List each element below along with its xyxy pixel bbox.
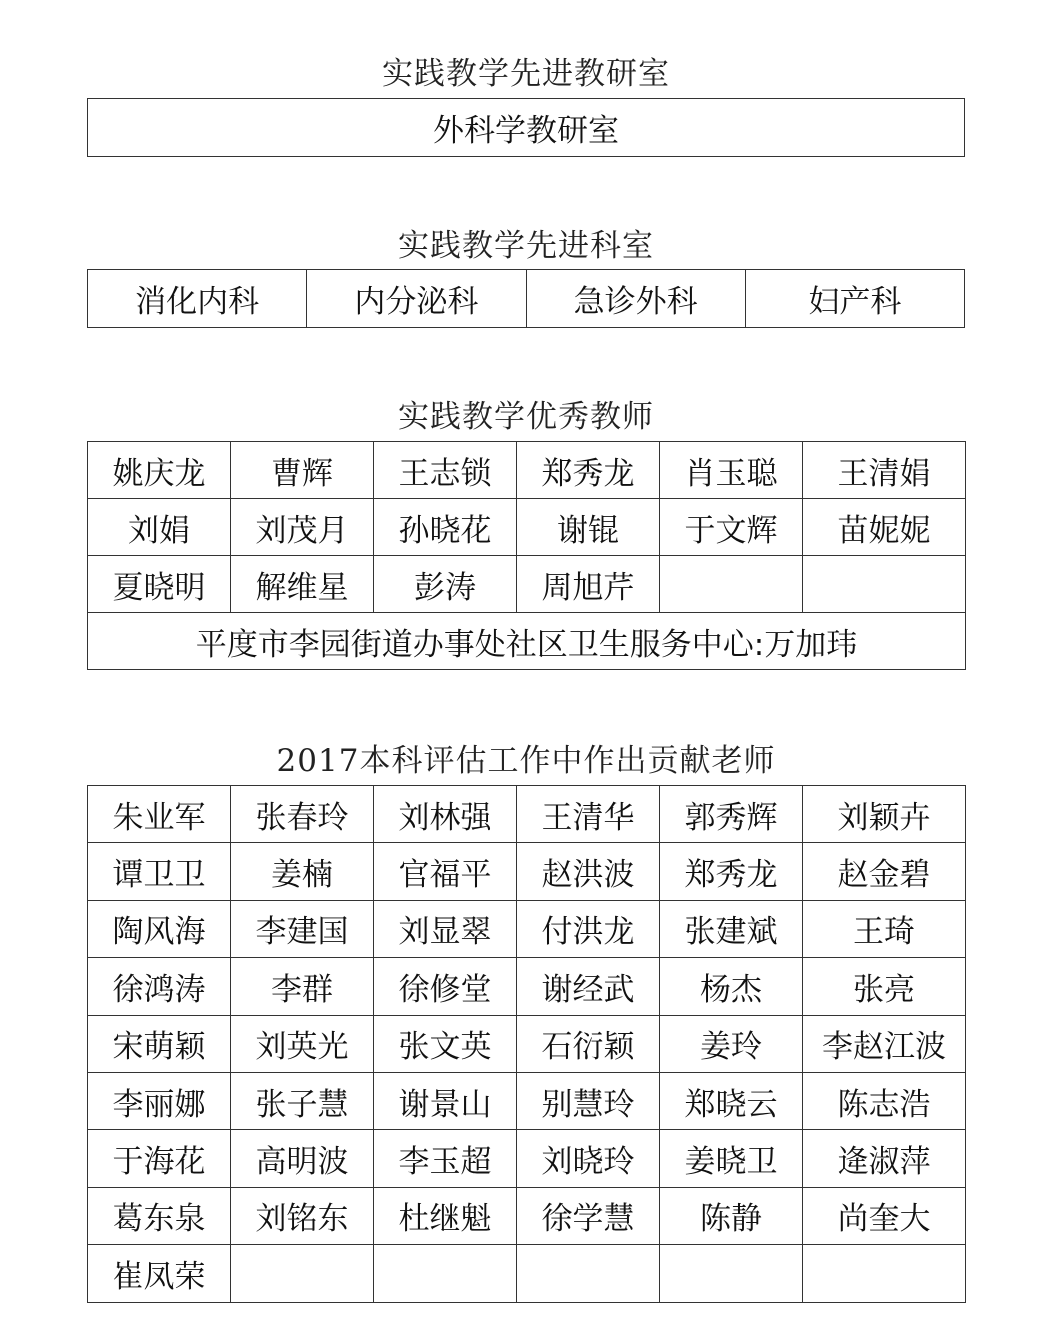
contributor-cell: 杜继魁 bbox=[374, 1187, 517, 1244]
teacher-cell: 谢锟 bbox=[517, 499, 660, 556]
table-row bbox=[88, 1015, 966, 1072]
contributor-cell: 张亮 bbox=[803, 958, 966, 1015]
table-row bbox=[88, 1245, 966, 1302]
contributor-cell: 郑秀龙 bbox=[660, 843, 803, 900]
teacher-cell bbox=[660, 556, 803, 613]
teacher-cell: 于文辉 bbox=[660, 499, 803, 556]
contrib-section-title: 2017本科评估工作中作出贡献老师 bbox=[276, 743, 776, 779]
contributor-cell: 刘晓玲 bbox=[517, 1130, 660, 1187]
contrib-table bbox=[87, 785, 966, 1303]
teacher-cell: 周旭芹 bbox=[517, 556, 660, 613]
teacher-cell: 王志锁 bbox=[374, 442, 517, 499]
contributor-cell: 姜玲 bbox=[660, 1015, 803, 1072]
contributor-cell: 李赵江波 bbox=[803, 1015, 966, 1072]
contributor-cell: 徐修堂 bbox=[374, 958, 517, 1015]
contributor-cell: 李群 bbox=[231, 958, 374, 1015]
contributor-cell: 别慧玲 bbox=[517, 1072, 660, 1129]
teacher-cell: 王清娟 bbox=[803, 442, 966, 499]
teacher-cell: 孙晓花 bbox=[374, 499, 517, 556]
table-row bbox=[88, 958, 966, 1015]
teacher-cell: 刘茂月 bbox=[231, 499, 374, 556]
teacher-cell: 解维星 bbox=[231, 556, 374, 613]
table-row bbox=[88, 499, 966, 556]
teacher-cell: 姚庆龙 bbox=[88, 442, 231, 499]
contributor-cell: 于海花 bbox=[88, 1130, 231, 1187]
contributor-cell bbox=[374, 1245, 517, 1302]
office-table bbox=[87, 269, 965, 328]
teacher-cell: 曹辉 bbox=[231, 442, 374, 499]
contributor-cell: 谢景山 bbox=[374, 1072, 517, 1129]
teacher-section-title: 实践教学优秀教师 bbox=[398, 399, 654, 435]
table-row bbox=[88, 843, 966, 900]
teacher-cell: 苗妮妮 bbox=[803, 499, 966, 556]
contributor-cell: 刘英光 bbox=[231, 1015, 374, 1072]
contributor-cell: 陶风海 bbox=[88, 900, 231, 957]
contributor-cell: 谢经武 bbox=[517, 958, 660, 1015]
table-row bbox=[88, 556, 966, 613]
contributor-cell: 王琦 bbox=[803, 900, 966, 957]
contributor-cell bbox=[660, 1245, 803, 1302]
dept-section-title: 实践教学先进教研室 bbox=[382, 56, 670, 92]
contributor-cell: 郭秀辉 bbox=[660, 786, 803, 843]
contributor-cell: 王清华 bbox=[517, 786, 660, 843]
teacher-cell: 夏晓明 bbox=[88, 556, 231, 613]
teacher-cell: 刘娟 bbox=[88, 499, 231, 556]
contributor-cell: 徐鸿涛 bbox=[88, 958, 231, 1015]
table-row bbox=[88, 442, 966, 499]
contributor-cell: 姜楠 bbox=[231, 843, 374, 900]
contributor-cell bbox=[803, 1245, 966, 1302]
contributor-cell: 杨杰 bbox=[660, 958, 803, 1015]
table-row bbox=[88, 613, 966, 670]
contributor-cell: 刘颖卉 bbox=[803, 786, 966, 843]
contributor-cell: 官福平 bbox=[374, 843, 517, 900]
contributor-cell: 张子慧 bbox=[231, 1072, 374, 1129]
contributor-cell: 张春玲 bbox=[231, 786, 374, 843]
contributor-cell: 石衍颖 bbox=[517, 1015, 660, 1072]
contributor-cell: 尚奎大 bbox=[803, 1187, 966, 1244]
table-row bbox=[88, 1187, 966, 1244]
contributor-cell: 刘显翠 bbox=[374, 900, 517, 957]
teacher-note-cell: 平度市李园街道办事处社区卫生服务中心:万加玮 bbox=[88, 613, 966, 670]
office-cell: 内分泌科 bbox=[307, 270, 526, 328]
office-cell: 妇产科 bbox=[745, 270, 964, 328]
office-section-title: 实践教学先进科室 bbox=[398, 228, 654, 264]
contributor-cell: 葛东泉 bbox=[88, 1187, 231, 1244]
teacher-table bbox=[87, 441, 966, 670]
contributor-cell: 宋萌颖 bbox=[88, 1015, 231, 1072]
teacher-cell: 彭涛 bbox=[374, 556, 517, 613]
dept-cell: 外科学教研室 bbox=[88, 99, 965, 157]
contributor-cell: 刘林强 bbox=[374, 786, 517, 843]
teacher-cell: 肖玉聪 bbox=[660, 442, 803, 499]
office-cell: 急诊外科 bbox=[526, 270, 745, 328]
table-row bbox=[88, 900, 966, 957]
table-row bbox=[88, 1130, 966, 1187]
contributor-cell: 崔凤荣 bbox=[88, 1245, 231, 1302]
teacher-cell bbox=[803, 556, 966, 613]
contributor-cell: 姜晓卫 bbox=[660, 1130, 803, 1187]
contributor-cell: 逄淑萍 bbox=[803, 1130, 966, 1187]
contributor-cell: 刘铭东 bbox=[231, 1187, 374, 1244]
teacher-cell: 郑秀龙 bbox=[517, 442, 660, 499]
contributor-cell bbox=[517, 1245, 660, 1302]
contributor-cell bbox=[231, 1245, 374, 1302]
contributor-cell: 高明波 bbox=[231, 1130, 374, 1187]
contributor-cell: 李建国 bbox=[231, 900, 374, 957]
contributor-cell: 付洪龙 bbox=[517, 900, 660, 957]
contributor-cell: 谭卫卫 bbox=[88, 843, 231, 900]
contributor-cell: 李玉超 bbox=[374, 1130, 517, 1187]
contributor-cell: 赵金碧 bbox=[803, 843, 966, 900]
contributor-cell: 赵洪波 bbox=[517, 843, 660, 900]
contributor-cell: 李丽娜 bbox=[88, 1072, 231, 1129]
contributor-cell: 朱业军 bbox=[88, 786, 231, 843]
office-cell: 消化内科 bbox=[88, 270, 307, 328]
table-row bbox=[88, 1072, 966, 1129]
contributor-cell: 徐学慧 bbox=[517, 1187, 660, 1244]
contributor-cell: 陈静 bbox=[660, 1187, 803, 1244]
contributor-cell: 张文英 bbox=[374, 1015, 517, 1072]
contributor-cell: 陈志浩 bbox=[803, 1072, 966, 1129]
contributor-cell: 张建斌 bbox=[660, 900, 803, 957]
dept-table bbox=[87, 98, 965, 157]
table-row bbox=[88, 786, 966, 843]
contributor-cell: 郑晓云 bbox=[660, 1072, 803, 1129]
